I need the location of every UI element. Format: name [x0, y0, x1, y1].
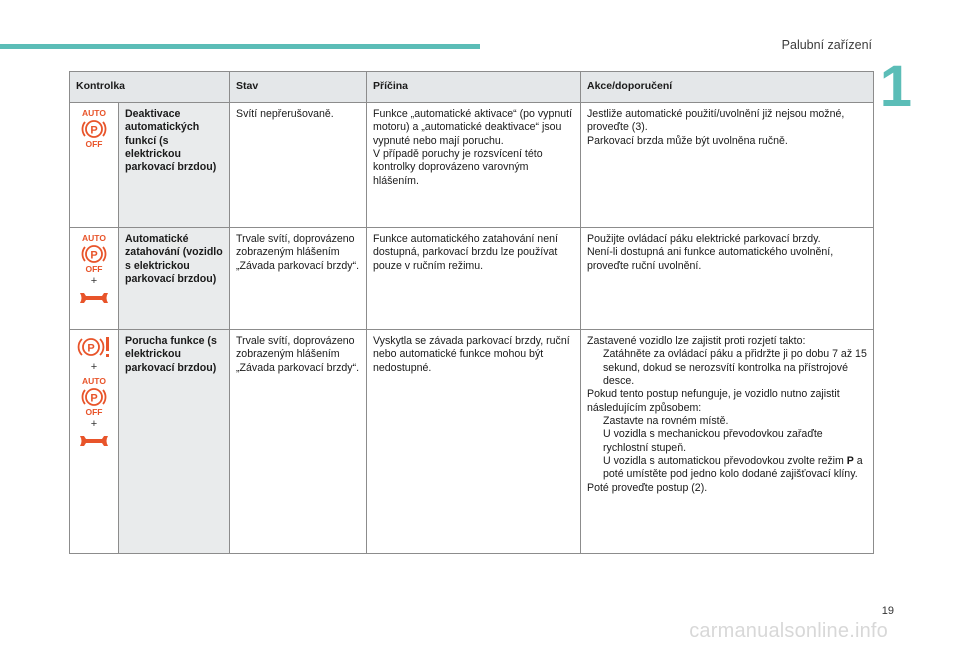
svg-text:AUTO: AUTO	[82, 376, 106, 387]
wrench-icon	[77, 433, 111, 449]
svg-text:OFF: OFF	[85, 407, 103, 417]
akce-bullet	[587, 455, 867, 482]
svg-text:OFF: OFF	[85, 139, 103, 148]
pricina-line: Funkce automatického zatahování není dostupná, parkovací brzdu lze používat pouze v ručním režimu.	[373, 233, 558, 272]
auto-p-off-icon	[77, 108, 111, 148]
svg-text:AUTO: AUTO	[82, 108, 106, 118]
svg-text:P: P	[90, 124, 98, 137]
svg-text:AUTO: AUTO	[82, 233, 106, 243]
row-name: Automatické zatahování (vozidlo s elektrickou parkovací brzdou)	[119, 228, 230, 330]
bullet-text-pre: U vozidla s automatickou převodovkou zvolte režim	[603, 455, 847, 468]
table-row	[70, 330, 874, 554]
pricina-line: Vyskytla se závada parkovací brzdy, ruční nebo automatické funkce mohou být nedostupné.	[373, 335, 570, 374]
svg-text:P: P	[90, 249, 98, 262]
pricina-line: Funkce „automatické aktivace“ (po vypnutí motoru) a „automatické deaktivace“ jsou vypnuté nebo mají poruchu.	[373, 108, 573, 147]
auto-p-off-icon	[77, 233, 111, 273]
row-pricina	[367, 330, 581, 554]
wrench-icon	[77, 290, 111, 306]
watermark: carmanualsonline.info	[689, 620, 888, 642]
icon-cell	[70, 330, 119, 554]
akce-bullet	[587, 428, 867, 455]
icon-cell	[70, 103, 119, 228]
bullet-text: U vozidla s mechanickou převodovkou zařaďte rychlostní stupeň.	[603, 428, 823, 454]
plus-sign: +	[90, 418, 98, 431]
header-pricina: Příčina	[367, 72, 581, 103]
table-row	[70, 228, 874, 330]
bullet-mark	[587, 455, 603, 482]
svg-text:P: P	[90, 392, 98, 405]
akce-line: Pokud tento postup nefunguje, je vozidlo nutno zajistit následujícím způsobem:	[587, 388, 840, 414]
plus-sign: +	[90, 361, 98, 373]
p-exclamation-icon	[77, 335, 111, 359]
table-header-row	[70, 72, 874, 103]
table-row	[70, 103, 874, 228]
row-pricina	[367, 103, 581, 228]
bullet-text-post: a poté umístěte pod jedno kolo dodané zajišťovací klíny.	[603, 455, 863, 481]
section-title: Palubní zařízení	[781, 38, 872, 52]
akce-line: Není-li dostupná ani funkce automatického uvolnění, proveďte ruční uvolnění.	[587, 246, 834, 272]
plus-sign: +	[90, 275, 98, 287]
row-name: Porucha funkce (s elektrickou parkovací brzdou)	[119, 330, 230, 554]
pricina-line: V případě poruchy je rozsvícení této kontrolky doprovázeno varovným hlášením.	[373, 148, 543, 187]
bullet-text	[603, 455, 867, 482]
akce-line: Použijte ovládací páku elektrické parkovací brzdy.	[587, 233, 821, 245]
bullet-text: Zastavte na rovném místě.	[603, 415, 729, 428]
header-kontrolka: Kontrolka	[70, 72, 230, 103]
akce-line: Jestliže automatické použití/uvolnění již nejsou možné, proveďte (3).	[587, 108, 845, 134]
row-akce	[581, 103, 874, 228]
akce-line: Zastavené vozidlo lze zajistit proti rozjetí takto:	[587, 335, 806, 347]
header-akce: Akce/doporučení	[581, 72, 874, 103]
svg-text:P: P	[87, 342, 95, 355]
auto-p-off-icon	[77, 376, 111, 416]
bullet-mark	[587, 415, 603, 428]
row-stav: Trvale svítí, doprovázeno zobrazeným hlášením „Závada parkovací brzdy“.	[230, 330, 367, 554]
akce-bullet	[587, 348, 867, 388]
akce-line: Poté proveďte postup (2).	[587, 481, 708, 494]
header-accent-bar	[0, 44, 480, 49]
warning-lights-table	[69, 71, 874, 554]
row-akce	[581, 330, 874, 554]
akce-bullet	[587, 415, 867, 428]
row-stav: Svítí nepřerušovaně.	[230, 103, 367, 228]
bullet-mark	[587, 428, 603, 455]
bullet-text: Zatáhněte za ovládací páku a přidržte ji po dobu 7 až 15 sekund, dokud se nerozsvítí kontrolka na přístrojové desce.	[603, 348, 867, 388]
chapter-number: 1	[879, 54, 912, 119]
icon-cell	[70, 228, 119, 330]
row-akce	[581, 228, 874, 330]
akce-line: Parkovací brzda může být uvolněna ručně.	[587, 134, 788, 147]
row-pricina	[367, 228, 581, 330]
header-stav: Stav	[230, 72, 367, 103]
svg-text:OFF: OFF	[85, 264, 103, 273]
page-number: 19	[881, 605, 894, 617]
gear-mode-p: P	[846, 455, 854, 468]
bullet-mark	[587, 348, 603, 388]
row-stav: Trvale svítí, doprovázeno zobrazeným hlášením „Závada parkovací brzdy“.	[230, 228, 367, 330]
row-name: Deaktivace automatických funkcí (s elektrickou parkovací brzdou)	[119, 103, 230, 228]
